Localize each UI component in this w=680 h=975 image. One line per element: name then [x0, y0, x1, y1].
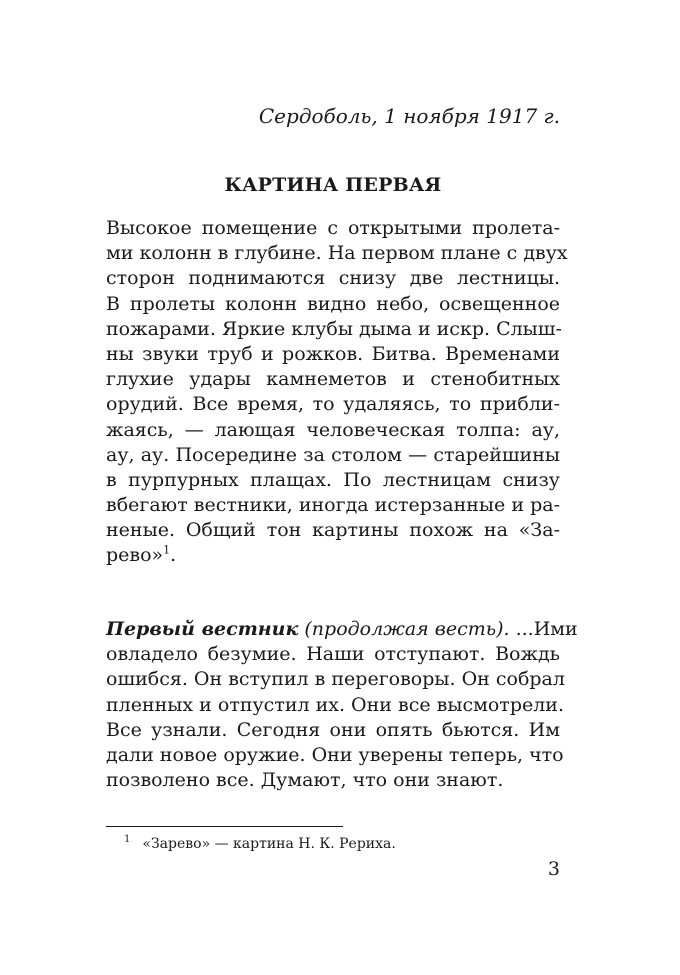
stage-direction	[106, 216, 568, 569]
footnote	[124, 836, 396, 852]
speech-last-line: позволено все. Думают, что они знают.	[106, 769, 504, 792]
speech-line: пленных и отпустил их. Они все высмотрели.	[106, 693, 564, 716]
speech-line: дали новое оружие. Они уверены теперь, что	[106, 743, 564, 766]
stage-line: неные. Общий тон картины похож на «За-	[106, 519, 560, 542]
footnote-divider	[106, 826, 343, 827]
stage-line: ми колонн в глубине. На первом плане с двух	[106, 242, 568, 265]
speech-block	[106, 617, 578, 793]
stage-line: вбегают вестники, иногда истерзанные и ра-	[106, 494, 560, 517]
stage-line: в пурпурных плащах. По лестницам снизу	[106, 468, 560, 491]
stage-last-line: рево»$^1$.	[106, 544, 177, 567]
stage-line: глухие удары камнеметов и стенобитных	[106, 368, 560, 391]
stage-line: Высокое помещение с открытыми пролета-	[106, 217, 560, 239]
stage-line: жаясь, — лающая человеческая толпа: ау,	[106, 418, 560, 441]
stage-line: В пролеты колонн видно небо, освещенное	[106, 292, 560, 315]
speaker-direction: (продолжая весть).	[304, 618, 510, 640]
dateline: Сердоболь, 1 ноября 1917 г.	[258, 104, 560, 128]
footnote-reference[interactable]: 1	[163, 544, 171, 558]
speaker-name: Первый вестник	[106, 618, 299, 640]
stage-last-text: рево»	[106, 544, 164, 567]
speech-first-text: ...Ими	[515, 618, 578, 640]
stage-line: ны звуки труб и рожков. Битва. Временами	[106, 342, 560, 365]
stage-line: сторон поднимаются снизу две лестницы.	[106, 267, 560, 290]
stage-line: пожарами. Яркие клубы дыма и искр. Слыш-	[106, 317, 562, 340]
stage-line: орудий. Все время, то удаляясь, то прибли-	[106, 393, 560, 416]
speech-line: Все узнали. Сегодня они опять бьются. Им	[106, 718, 560, 741]
speech-line: овладело безумие. Наши отступают. Вождь	[106, 643, 560, 666]
page-number: 3	[547, 858, 560, 880]
speech-first-line	[106, 617, 578, 642]
footnote-text: «Зарево» — картина Н. К. Рериха.	[142, 836, 396, 852]
speech-line: ошибся. Он вступил в переговоры. Он собрал	[106, 668, 565, 691]
scene-title: КАРТИНА ПЕРВАЯ	[224, 174, 442, 196]
stage-line: ау, ау. Посередине за столом — старейшины	[106, 443, 560, 466]
footnote-mark: 1	[124, 834, 131, 846]
